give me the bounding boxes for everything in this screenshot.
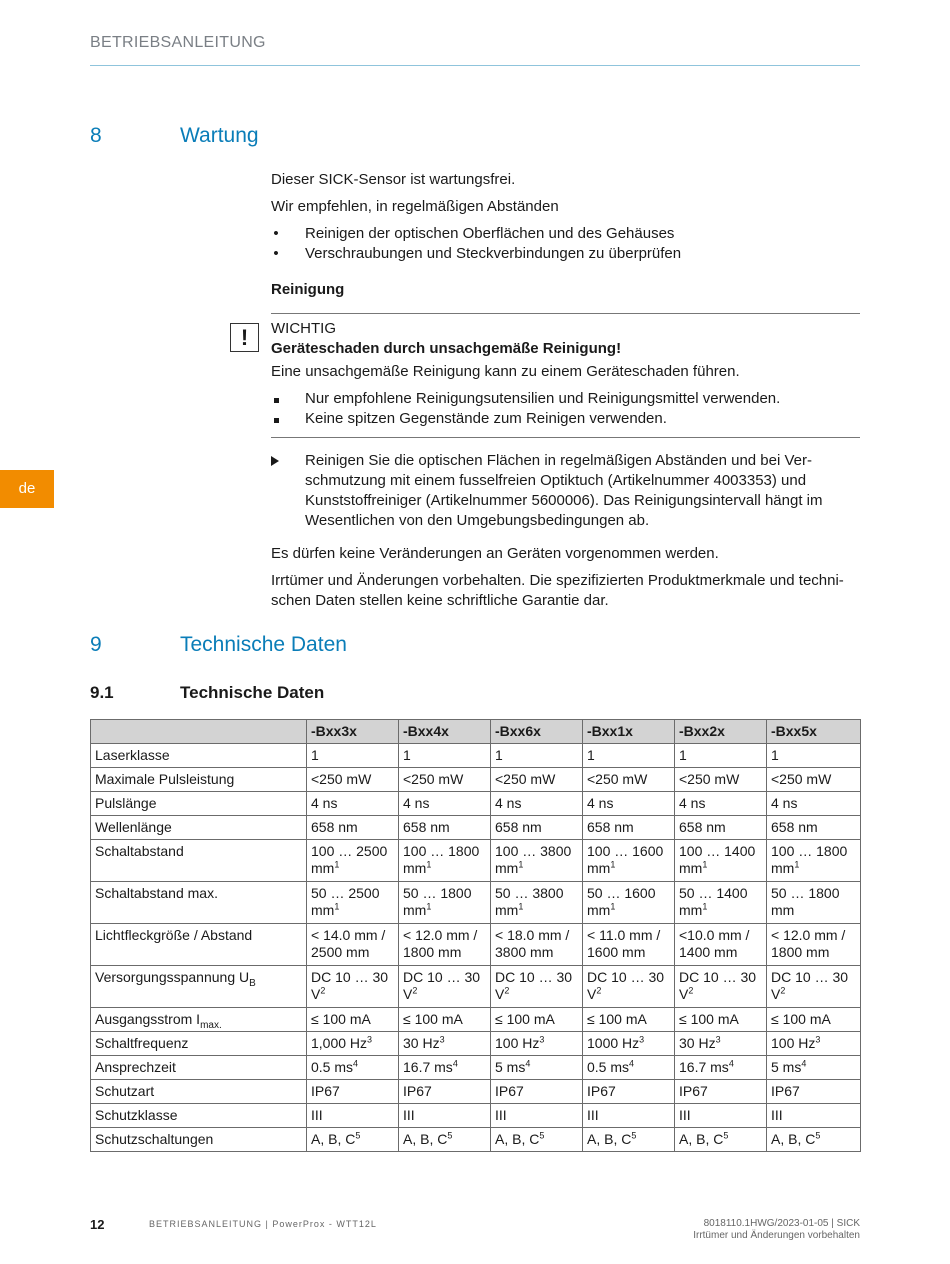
table-cell: 100 … 2500 $mm^1$ [307,840,399,882]
table-cell: <250 mW [307,768,399,792]
step-line: Reinigen Sie die optischen Flächen in regelmäßigen Abständen und bei Ver- [305,452,812,469]
table-cell: 4 ns [307,792,399,816]
step-line: Kunststoffreiniger (Artikelnummer 5600006). Das Reinigungsintervall hängt im [305,492,823,509]
table-cell: < 12.0 mm / 1800 mm [767,924,861,966]
table-cell: IP67 [767,1080,861,1104]
paragraph-disclaimer: Irrtümer und Änderungen vorbehalten. Die spezifizierten Produktmerkmale und techni- schen Daten stellen keine schriftliche Garantie dar. [271,572,844,609]
table-cell: 0.5 $ms^4$ [583,1056,675,1080]
table-cell: 0.5 $ms^4$ [307,1056,399,1080]
column-header: -Bxx6x [491,720,583,744]
table-cell: <250 mW [583,768,675,792]
table-cell: A, B, $C^5$ [307,1128,399,1152]
table-cell: DC 10 … 30 $V^2$ [675,966,767,1008]
table-cell: 5 $ms^4$ [767,1056,861,1080]
row-label: Schutzschaltungen [91,1128,307,1152]
row-label: Schutzart [91,1080,307,1104]
column-header: -Bxx1x [583,720,675,744]
notice-item-list [271,389,861,429]
table-cell: A, B, $C^5$ [399,1128,491,1152]
subsection-9-1-title: Technische Daten [180,683,325,702]
table-cell: 50 … 1800 $mm^1$ [399,882,491,924]
table-cell: ≤ 100 mA [675,1008,767,1032]
table-cell: <10.0 mm / 1400 mm [675,924,767,966]
table-cell: 50 … 3800 $mm^1$ [491,882,583,924]
language-tab[interactable]: de [0,470,54,508]
paragraph-recommend: Wir empfehlen, in regelmäßigen Abständen [271,198,559,215]
table-cell: 50 … 1400 $mm^1$ [675,882,767,924]
table-cell: 100 Hz$^3$ [767,1032,861,1056]
row-label: Maximale Pulsleistung [91,768,307,792]
table-cell: 5 $ms^4$ [491,1056,583,1080]
table-cell: 658 nm [307,816,399,840]
paragraph-maintenance-free: Dieser SICK-Sensor ist wartungsfrei. [271,171,516,188]
step-line: schmutzung mit einem fusselfreien Optiktuch (Artikelnummer 4003353) und [305,472,807,489]
table-row [91,1080,861,1104]
list-item: Nur empfohlene Reinigungsutensilien und Reinigungsmittel verwenden. [271,389,861,409]
table-cell: ≤ 100 mA [767,1008,861,1032]
table-header-row [91,720,861,744]
running-header: BETRIEBSANLEITUNG [90,34,266,51]
table-cell: IP67 [675,1080,767,1104]
paragraph-no-modifications: Es dürfen keine Veränderungen an Geräten vorgenommen werden. [271,545,719,562]
table-row [91,966,861,1008]
table-row [91,1104,861,1128]
row-label: Ausgangsstrom $I_{max.}$ [91,1008,307,1032]
table-cell: III [399,1104,491,1128]
notice-text: Eine unsachgemäße Reinigung kann zu einem Geräteschaden führen. [271,363,740,380]
table-cell: IP67 [307,1080,399,1104]
table-cell: 658 nm [583,816,675,840]
table-cell: 1000 Hz$^3$ [583,1032,675,1056]
table-cell: ≤ 100 mA [583,1008,675,1032]
table-row [91,924,861,966]
table-row [91,1032,861,1056]
table-row [91,1128,861,1152]
table-cell: 1 [675,744,767,768]
table-cell: A, B, $C^5$ [583,1128,675,1152]
table-row [91,768,861,792]
list-item: Keine spitzen Gegenstände zum Reinigen verwenden. [271,409,861,429]
table-cell: 50 … 1600 $mm^1$ [583,882,675,924]
table-cell: III [491,1104,583,1128]
table-cell: 1 [583,744,675,768]
step-line: Wesentlichen von den Umgebungsbedingungen ab. [305,512,650,529]
table-row [91,1008,861,1032]
row-label: Schaltabstand [91,840,307,882]
table-cell: A, B, $C^5$ [675,1128,767,1152]
table-row [91,744,861,768]
table-cell: <250 mW [675,768,767,792]
table-cell: 1 [767,744,861,768]
table-cell: 100 Hz$^3$ [491,1032,583,1056]
table-cell: DC 10 … 30 $V^2$ [583,966,675,1008]
table-cell: 658 nm [675,816,767,840]
table-cell: IP67 [583,1080,675,1104]
table-cell: A, B, $C^5$ [491,1128,583,1152]
page-number: 12 [90,1217,105,1232]
notice-top-rule [271,313,860,314]
table-row [91,792,861,816]
table-cell: < 12.0 mm / 1800 mm [399,924,491,966]
section-9-number: 9 [90,633,102,656]
table-cell: III [767,1104,861,1128]
column-header: -Bxx3x [307,720,399,744]
column-header: -Bxx4x [399,720,491,744]
table-cell: 658 nm [767,816,861,840]
table-cell: 16.7 $ms^4$ [675,1056,767,1080]
table-cell: 30 Hz$^3$ [399,1032,491,1056]
notice-bottom-rule [271,437,860,438]
table-cell: <250 mW [767,768,861,792]
table-cell: 1,000 Hz$^3$ [307,1032,399,1056]
row-label: Laserklasse [91,744,307,768]
table-cell: 1 [307,744,399,768]
table-cell: ≤ 100 mA [399,1008,491,1032]
table-cell: < 18.0 mm / 3800 mm [491,924,583,966]
table-cell: 100 … 3800 $mm^1$ [491,840,583,882]
subsection-9-1-number: 9.1 [90,683,114,702]
table-cell: 4 ns [675,792,767,816]
column-header [91,720,307,744]
table-cell: 658 nm [491,816,583,840]
table-cell: IP67 [399,1080,491,1104]
table-cell: 100 … 1600 $mm^1$ [583,840,675,882]
row-label: Pulslänge [91,792,307,816]
table-cell: 1 [491,744,583,768]
table-cell: 658 nm [399,816,491,840]
cleaning-instruction-step [271,451,861,531]
row-label: Schaltabstand max. [91,882,307,924]
column-header: -Bxx2x [675,720,767,744]
section-9-title: Technische Daten [180,633,347,656]
header-rule [90,65,860,66]
notice-title: Geräteschaden durch unsachgemäße Reinigung! [271,340,622,357]
table-cell: 50 … 1800 mm [767,882,861,924]
table-cell: 100 … 1800 $mm^1$ [399,840,491,882]
column-header: -Bxx5x [767,720,861,744]
maintenance-bullet-list [271,224,861,264]
table-cell: 30 Hz$^3$ [675,1032,767,1056]
arrow-right-icon [271,456,279,466]
table-cell: 1 [399,744,491,768]
table-cell: DC 10 … 30 $V^2$ [767,966,861,1008]
table-cell: DC 10 … 30 $V^2$ [399,966,491,1008]
table-cell: A, B, $C^5$ [767,1128,861,1152]
table-cell: <250 mW [491,768,583,792]
table-cell: < 11.0 mm / 1600 mm [583,924,675,966]
table-row [91,816,861,840]
table-cell: DC 10 … 30 $V^2$ [307,966,399,1008]
row-label: Lichtfleckgröße / Abstand [91,924,307,966]
table-cell: <250 mW [399,768,491,792]
table-cell: 4 ns [583,792,675,816]
footer-document-info: 8018110.1HWG/2023-01-05 | SICK Irrtümer und Änderungen vorbehalten [693,1218,860,1241]
table-cell: DC 10 … 30 $V^2$ [491,966,583,1008]
table-cell: 100 … 1400 $mm^1$ [675,840,767,882]
section-8-number: 8 [90,124,102,147]
row-label: Schutzklasse [91,1104,307,1128]
table-cell: ≤ 100 mA [491,1008,583,1032]
technical-data-table [90,719,861,1152]
table-row [91,840,861,882]
section-8-title: Wartung [180,124,259,147]
row-label: Versorgungsspannung $U_B$ [91,966,307,1008]
table-cell: ≤ 100 mA [307,1008,399,1032]
row-label: Wellenlänge [91,816,307,840]
table-cell: III [675,1104,767,1128]
table-cell: 100 … 1800 $mm^1$ [767,840,861,882]
table-cell: 16.7 $ms^4$ [399,1056,491,1080]
table-cell: 50 … 2500 $mm^1$ [307,882,399,924]
list-item: • Verschraubungen und Steckverbindungen zu überprüfen [273,245,682,262]
table-cell: III [307,1104,399,1128]
table-row [91,882,861,924]
row-label: Schaltfrequenz [91,1032,307,1056]
footer-document-title: BETRIEBSANLEITUNG | PowerProx - WTT12L [149,1219,377,1229]
table-row [91,1056,861,1080]
table-cell: < 14.0 mm / 2500 mm [307,924,399,966]
cleaning-heading: Reinigung [271,281,345,298]
table-cell: 4 ns [491,792,583,816]
notice-label: WICHTIG [271,320,336,337]
row-label: Ansprechzeit [91,1056,307,1080]
table-cell: 4 ns [399,792,491,816]
table-cell: 4 ns [767,792,861,816]
table-cell: IP67 [491,1080,583,1104]
warning-icon: ! [230,323,259,352]
table-cell: III [583,1104,675,1128]
list-item: • Reinigen der optischen Oberflächen und des Gehäuses [273,225,675,242]
